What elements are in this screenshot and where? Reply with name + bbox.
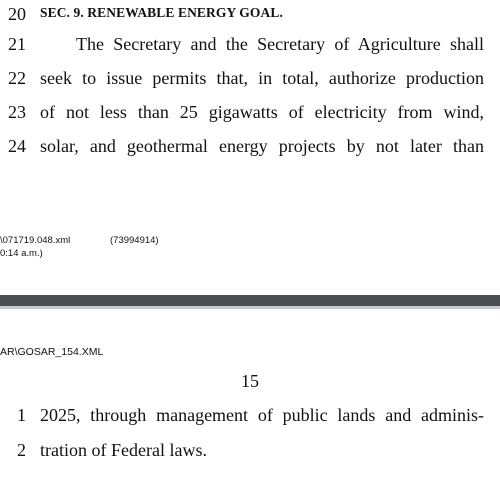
line-text: tration of Federal laws.: [40, 440, 207, 460]
header-file-name: AR\GOSAR_154.XML: [0, 346, 104, 358]
text-line: [0, 402, 500, 428]
footer-file-name: \071719.048.xml: [0, 235, 71, 246]
line-text: of not less than 25 gigawatts of electricity from wind,: [40, 102, 484, 122]
line-number: 23: [8, 102, 26, 122]
line-number: 24: [8, 136, 26, 156]
line-text: seek to issue permits that, in total, authorize production: [40, 68, 484, 88]
section-heading: SEC. 9. RENEWABLE ENERGY GOAL.: [40, 5, 283, 20]
text-line: [0, 31, 500, 57]
line-text: solar, and geothermal energy projects by not later than: [40, 136, 484, 156]
text-line: [0, 99, 500, 125]
page-separator-shadow: [0, 306, 500, 309]
line-number: 1: [17, 405, 26, 425]
line-number: 21: [8, 34, 26, 54]
text-line: [0, 133, 500, 159]
line-text: The Secretary and the Secretary of Agriculture shall: [76, 34, 484, 54]
page-separator: [0, 295, 500, 306]
line-number: 2: [17, 440, 26, 460]
page-number: 15: [241, 371, 259, 391]
text-line: [0, 65, 500, 91]
line-number: 20: [8, 4, 26, 24]
footer-timestamp: 0:14 a.m.): [0, 248, 43, 259]
line-text: 2025, through management of public lands and adminis-: [40, 405, 484, 425]
line-number: 22: [8, 68, 26, 88]
text-line: [0, 1, 500, 27]
footer-doc-id: (73994914): [110, 235, 159, 246]
text-line: [0, 437, 500, 463]
